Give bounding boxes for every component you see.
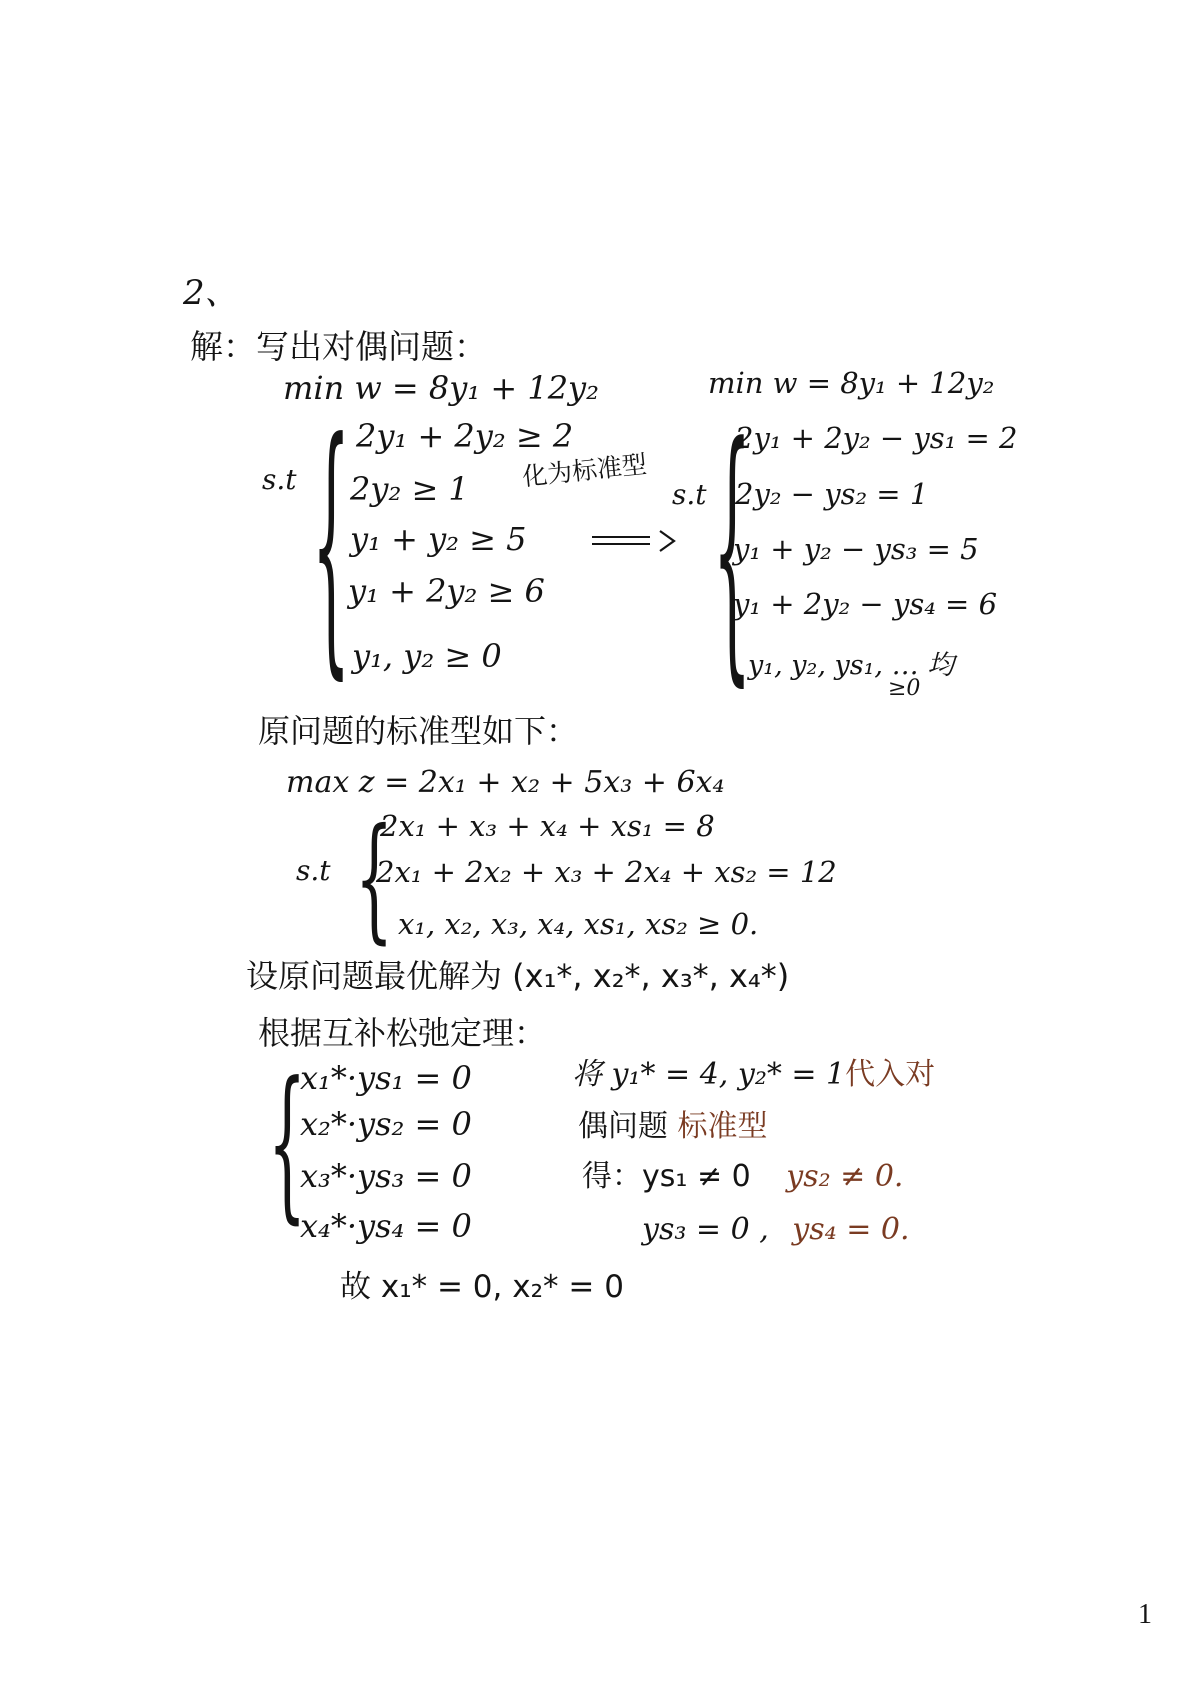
primal-brace: { (355, 800, 394, 959)
dual-objective: min w = 8y₁ + 12y₂ (283, 369, 599, 407)
substitution-result: 得：ys₁ ≠ 0 (582, 1159, 751, 1194)
dual-standard-objective: min w = 8y₁ + 12y₂ (708, 366, 995, 400)
dual-brace: { (312, 387, 351, 706)
dual-st-label: s.t (262, 463, 297, 496)
complementary-condition: x₄*·ys₄ = 0 (300, 1207, 472, 1245)
standardize-arrow-icon (590, 528, 680, 554)
optimal-solution-line: 设原问题最优解为 (x₁*, x₂*, x₃*, x₄*) (246, 957, 790, 995)
complementary-condition: x₃*·ys₃ = 0 (300, 1157, 472, 1195)
substitution-result: ys₃ = 0 , (642, 1212, 769, 1247)
problem-number: 2、 (183, 273, 239, 313)
primal-constraint: x₁, x₂, x₃, x₄, xs₁, xs₂ ≥ 0. (398, 907, 759, 941)
primal-heading: 原问题的标准型如下： (258, 712, 579, 750)
dual-constraint: y₁ + y₂ ≥ 5 (350, 520, 527, 558)
dual-standard-constraint: y₁ + 2y₂ − ys₄ = 6 (733, 587, 998, 621)
solution-intro: 解：写出对偶问题： (190, 327, 487, 366)
complementary-condition: x₁*·ys₁ = 0 (300, 1059, 472, 1097)
substitution-line-4 (642, 1212, 910, 1247)
substitution-line-2 (578, 1109, 768, 1144)
dual-standard-st-label: s.t (672, 478, 707, 511)
standardize-arrow-label: 化为标准型 (520, 449, 649, 492)
dual-constraint: 2y₂ ≥ 1 (350, 470, 469, 508)
complementary-brace: { (268, 1048, 307, 1241)
primal-constraint: 2x₁ + 2x₂ + x₃ + 2x₄ + xs₂ = 12 (376, 855, 837, 889)
substitution-text: 偶问题 (578, 1109, 678, 1144)
dual-standard-constraint: y₁, y₂, ys₁, … 均 (748, 650, 955, 681)
page-number: 1 (1138, 1599, 1152, 1630)
substitution-annotation: ys₂ ≠ 0. (786, 1159, 904, 1194)
dual-constraint: 2y₁ + 2y₂ ≥ 2 (356, 417, 574, 455)
substitution-annotation: ys₄ = 0. (792, 1212, 910, 1247)
conclusion: 故 x₁* = 0, x₂* = 0 (340, 1269, 624, 1305)
dual-constraint: y₁ + 2y₂ ≥ 6 (348, 572, 545, 610)
substitution-annotation: 标准型 (677, 1109, 768, 1144)
primal-st-label: s.t (296, 854, 331, 887)
primal-constraint: 2x₁ + x₃ + x₄ + xs₁ = 8 (380, 809, 715, 843)
dual-standard-tail: ≥0 (888, 676, 921, 701)
complementary-condition: x₂*·ys₂ = 0 (300, 1105, 472, 1143)
primal-objective: max z = 2x₁ + x₂ + 5x₃ + 6x₄ (286, 765, 725, 800)
dual-constraint: y₁, y₂ ≥ 0 (352, 637, 502, 675)
substitution-line-1 (572, 1057, 936, 1092)
dual-standard-brace: { (713, 391, 752, 713)
dual-standard-constraint: y₁ + y₂ − ys₃ = 5 (733, 532, 979, 566)
substitution-line-3 (582, 1159, 904, 1194)
dual-standard-constraint: 2y₂ − ys₂ = 1 (735, 477, 929, 511)
substitution-values: 将 y₁* = 4, y₂* = 1 (572, 1057, 846, 1092)
theorem-line: 根据互补松弛定理： (258, 1014, 547, 1052)
substitution-annotation: 代入对 (845, 1057, 936, 1092)
dual-standard-constraint: 2y₁ + 2y₂ − ys₁ = 2 (735, 421, 1018, 455)
